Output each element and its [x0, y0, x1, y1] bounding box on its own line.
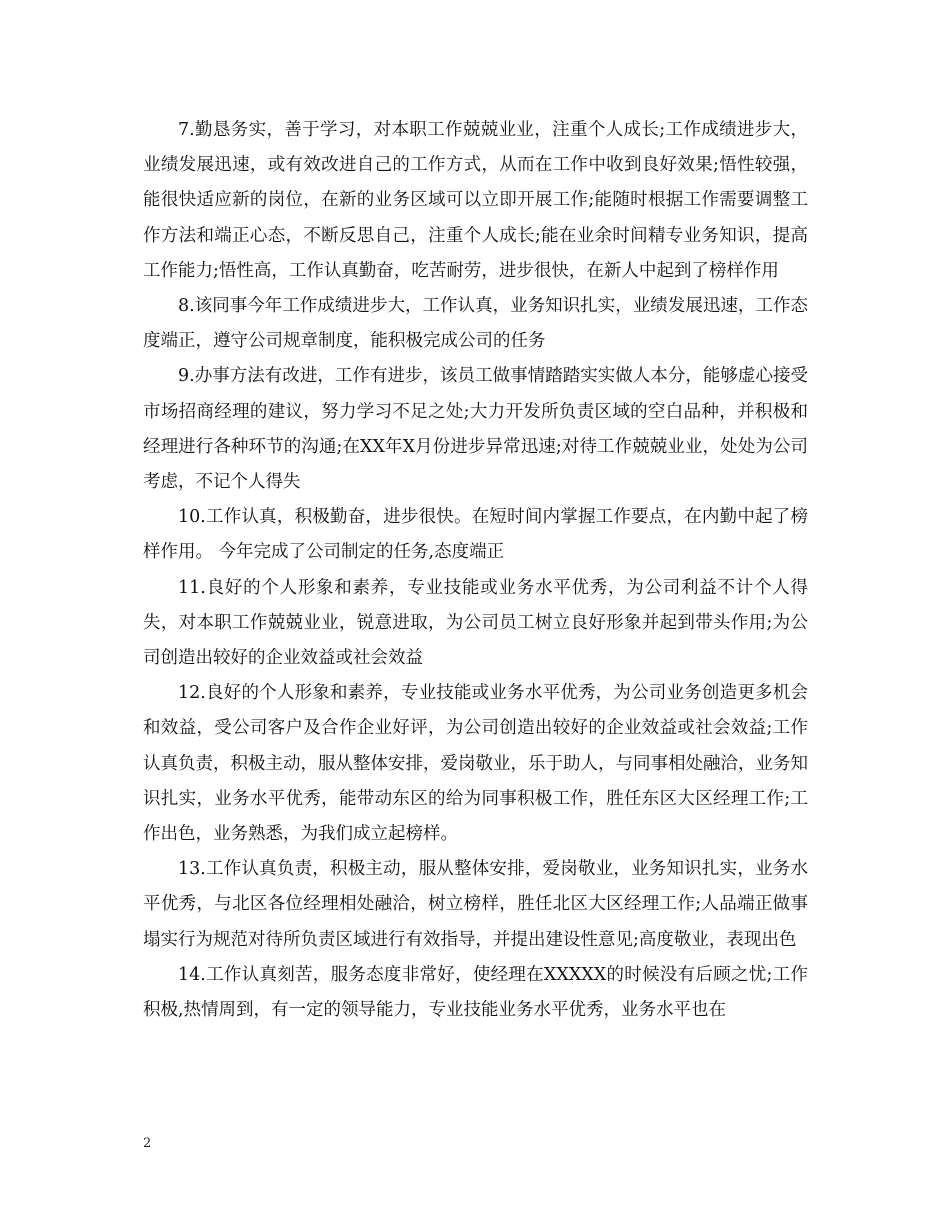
paragraph-9: 9.办事方法有改进，工作有进步，该员工做事情踏踏实实做人本分，能够虚心接受市场招商经理的建议，努力学习不足之处;大力开发所负责区域的空白品种，并积极和经理进行各种环节的沟通;在XX年X月份进步异常迅速;对待工作兢兢业业，处处为公司考虑，不记个人得失 — [143, 366, 808, 493]
paragraph-8: 8.该同事今年工作成绩进步大，工作认真，业务知识扎实，业绩发展迅速，工作态度端正，遵守公司规章制度，能积极完成公司的任务 — [143, 296, 808, 352]
paragraph-12: 12.良好的个人形象和素养，专业技能或业务水平优秀，为公司业务创造更多机会和效益，受公司客户及合作企业好评，为公司创造出较好的企业效益或社会效益;工作认真负责，积极主动，服从整体安排，爱岗敬业，乐于助人，与同事相处融洽，业务知识扎实，业务水平优秀，能带动东区的给为同事积极工作，胜任东区大区经理工作;工作出色，业务熟悉，为我们成立起榜样。 — [143, 683, 808, 845]
paragraph-13: 13.工作认真负责，积极主动，服从整体安排，爱岗敬业，业务知识扎实，业务水平优秀，与北区各位经理相处融洽，树立榜样，胜任北区大区经理工作;人品端正做事塌实行为规范对待所负责区域进行有效指导，并提出建设性意见;高度敬业，表现出色 — [143, 859, 808, 950]
document-body — [143, 113, 808, 1028]
paragraph-14: 14.工作认真刻苦，服务态度非常好，使经理在XXXXX的时候没有后顾之忧;工作积极,热情周到，有一定的领导能力，专业技能业务水平优秀，业务水平也在 — [143, 964, 808, 1021]
page-number: 2 — [143, 1136, 152, 1151]
paragraph-11: 11.良好的个人形象和素养，专业技能或业务水平优秀，为公司利益不计个人得失，对本职工作兢兢业业，锐意进取，为公司员工树立良好形象并起到带头作用;为公司创造出较好的企业效益或社会效益 — [143, 577, 808, 669]
paragraph-10: 10.工作认真，积极勤奋，进步很快。在短时间内掌握工作要点，在内勤中起了榜样作用。 今年完成了公司制定的任务,态度端正 — [143, 507, 808, 563]
paragraph-7: 7.勤恳务实，善于学习，对本职工作兢兢业业，注重个人成长;工作成绩进步大，业绩发展迅速，或有效改进自己的工作方式，从而在工作中收到良好效果;悟性较强，能很快适应新的岗位，在新的业务区域可以立即开展工作;能随时根据工作需要调整工作方法和端正心态，不断反思自己，注重个人成长;能在业余时间精专业务知识，提高工作能力;悟性高，工作认真勤奋，吃苦耐劳，进步很快，在新人中起到了榜样作用 — [143, 120, 808, 281]
